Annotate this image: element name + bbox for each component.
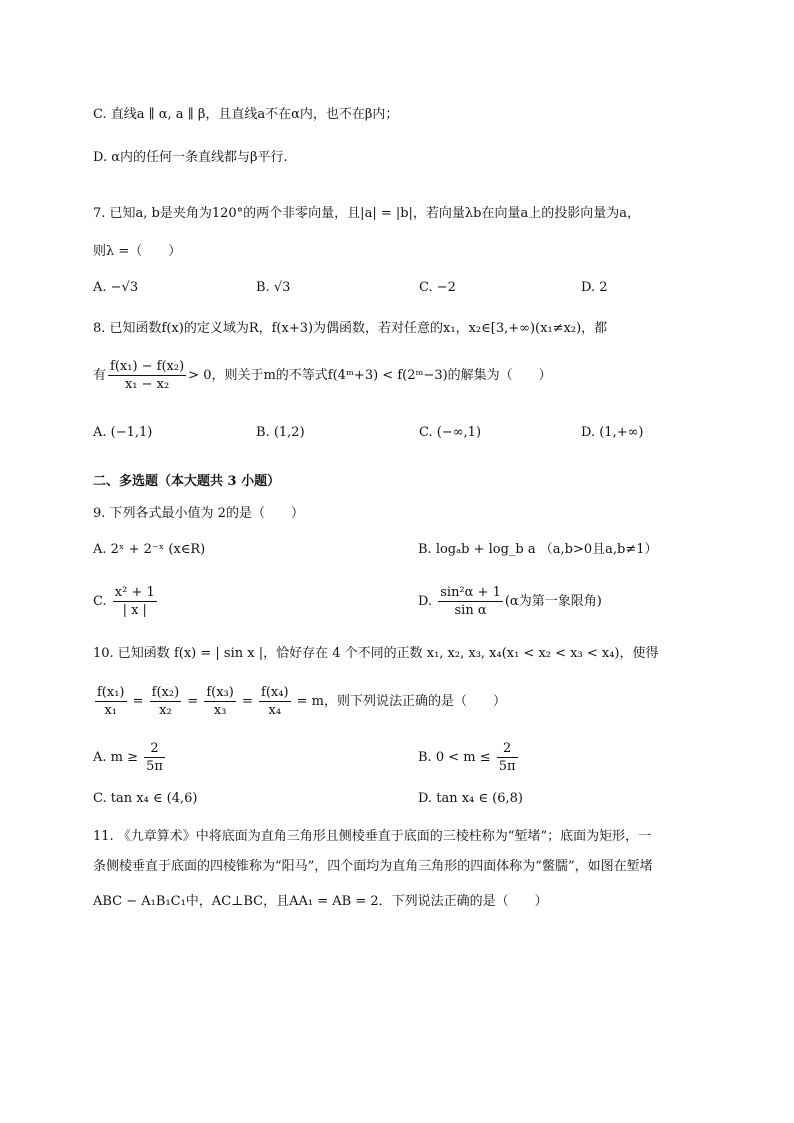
q10-ratio-2 xyxy=(150,684,182,719)
q10-option-b-text: B. 0 < m ≤ xyxy=(418,750,491,765)
q8-option-a: A. (−1,1) xyxy=(93,425,153,440)
q10-option-a xyxy=(93,740,167,775)
q10-option-b-fraction xyxy=(497,740,518,775)
q9-option-c-label: C. xyxy=(93,594,107,609)
q10-stem-line1: 10. 已知函数 f(x) = | sin x |，恰好存在 4 个不同的正数 x₁, x₂, x₃, x₄(x₁ < x₂ < x₃ < x₄)，使得 xyxy=(93,646,659,661)
q9-option-d xyxy=(418,584,602,619)
q9-stem: 9. 下列各式最小值为 2的是（ ） xyxy=(93,506,304,521)
q6-option-c: C. 直线a ∥ α, a ∥ β，且直线a不在α内，也不在β内； xyxy=(93,107,399,122)
q10-ratio-2-denominator: x₂ xyxy=(159,703,172,718)
q8-fraction-numerator: f(x₁) − f(x₂) xyxy=(110,359,185,374)
q8-option-d: D. (1,+∞) xyxy=(581,425,644,440)
q10-ratio-1 xyxy=(95,684,127,719)
q10-stem-line2: $\frac{\text{f(x₁)}}{\text{x₁}}$ = $\frac{\text{f(x₂)}}{\text{x₂}}$ = $\frac{\text{f(x₃)}}{\text{x₃}}$ = $\frac{\text{f(x₄)}}{\text{x₄}}$ = m，则下列说法正确的是（ ） xyxy=(97,685,507,718)
q10-ratio-3-numerator: f(x₃) xyxy=(206,685,234,700)
q9-option-c-fraction xyxy=(113,584,157,619)
q10-ratio-4 xyxy=(259,684,291,719)
q10-ratio-4-denominator: x₄ xyxy=(268,703,282,718)
q10-option-a-fraction xyxy=(144,740,165,775)
q9-option-c-denominator: | x | xyxy=(122,603,147,618)
q10-ratio-1-denominator: x₁ xyxy=(104,703,118,718)
q10-option-a-denominator: 5π xyxy=(146,759,163,774)
q7-stem-line2: 则λ =（ ） xyxy=(93,244,182,259)
q10-ratio-1-numerator: f(x₁) xyxy=(97,685,125,700)
q10-option-d: D. tan x₄ ∈ (6,8) xyxy=(418,791,523,806)
q10-option-a-numerator: 2 xyxy=(144,740,165,758)
q10-option-c: C. tan x₄ ∈ (4,6) xyxy=(93,791,198,806)
q9-option-d-condition: (α为第一象限角) xyxy=(504,594,602,609)
q11-stem-line3: ABC − A₁B₁C₁中，AC⊥BC，且AA₁ = AB = 2．下列说法正确的是（ ） xyxy=(93,894,548,909)
q6-option-d: D. α内的任何一条直线都与β平行. xyxy=(93,150,288,165)
q8-option-c: C. (−∞,1) xyxy=(419,425,482,440)
q11-stem-line1: 11. 《九章算术》中将底面为直角三角形且侧棱垂直于底面的三棱柱称为“堑堵”；底面为矩形，一 xyxy=(93,829,652,844)
q10-ratio-3 xyxy=(204,684,236,719)
q9-option-a: A. 2ˣ + 2⁻ˣ (x∈R) xyxy=(93,542,206,557)
q7-option-a: A. −√3 xyxy=(93,280,139,295)
q10-option-b xyxy=(418,740,520,775)
q9-option-d-label: D. xyxy=(418,594,433,609)
q10-option-b-denominator: 5π xyxy=(498,759,516,774)
q8-stem-line1: 8. 已知函数f(x)的定义域为R，f(x+3)为偶函数，若对任意的x₁，x₂∈[3,+∞)(x₁≠x₂)，都 xyxy=(93,321,608,336)
q9-option-c-numerator: x² + 1 xyxy=(114,585,155,600)
q7-stem-line1: 7. 已知a, b是夹角为120°的两个非零向量，且|a| = |b|，若向量λb在向量a上的投影向量为a， xyxy=(93,206,640,221)
section-heading-multiple-choice: 二、多选题（本大题共 3 小题） xyxy=(93,474,281,489)
q7-option-c: C. −2 xyxy=(419,280,456,295)
q7-option-d: D. 2 xyxy=(581,280,608,295)
q10-ratio-3-denominator: x₃ xyxy=(213,703,227,718)
q10-ratio-2-numerator: f(x₂) xyxy=(151,685,180,700)
q9-option-d-fraction xyxy=(438,584,503,619)
q8-stem-line2 xyxy=(93,358,552,393)
q10-ratio-4-numerator: f(x₄) xyxy=(261,685,289,700)
q8-option-b: B. (1,2) xyxy=(256,425,305,440)
q8-stem-suffix: > 0，则关于m的不等式f(4ᵐ+3) < f(2ᵐ−3)的解集为（ ） xyxy=(188,368,552,383)
q10-option-b-numerator: 2 xyxy=(497,740,518,758)
q7-option-b: B. √3 xyxy=(256,280,291,295)
q8-stem-prefix: 有 xyxy=(93,368,107,383)
q9-option-c xyxy=(93,584,159,619)
q9-option-d-denominator: sin α xyxy=(454,603,487,618)
q9-option-d-numerator: sin²α + 1 xyxy=(440,585,501,600)
q8-fraction-denominator: x₁ − x₂ xyxy=(124,377,170,392)
q10-stem-suffix: = m，则下列说法正确的是（ ） xyxy=(296,694,507,709)
q11-stem-line2: 条侧棱垂直于底面的四棱锥称为“阳马”，四个面均为直角三角形的四面体称为“鳖臑”，如图在堑堵 xyxy=(93,859,653,874)
q9-option-b: B. logₐb + log_b a （a,b>0且a,b≠1） xyxy=(418,542,658,557)
q8-fraction xyxy=(108,358,186,393)
q10-option-a-text: A. m ≥ xyxy=(93,750,139,765)
